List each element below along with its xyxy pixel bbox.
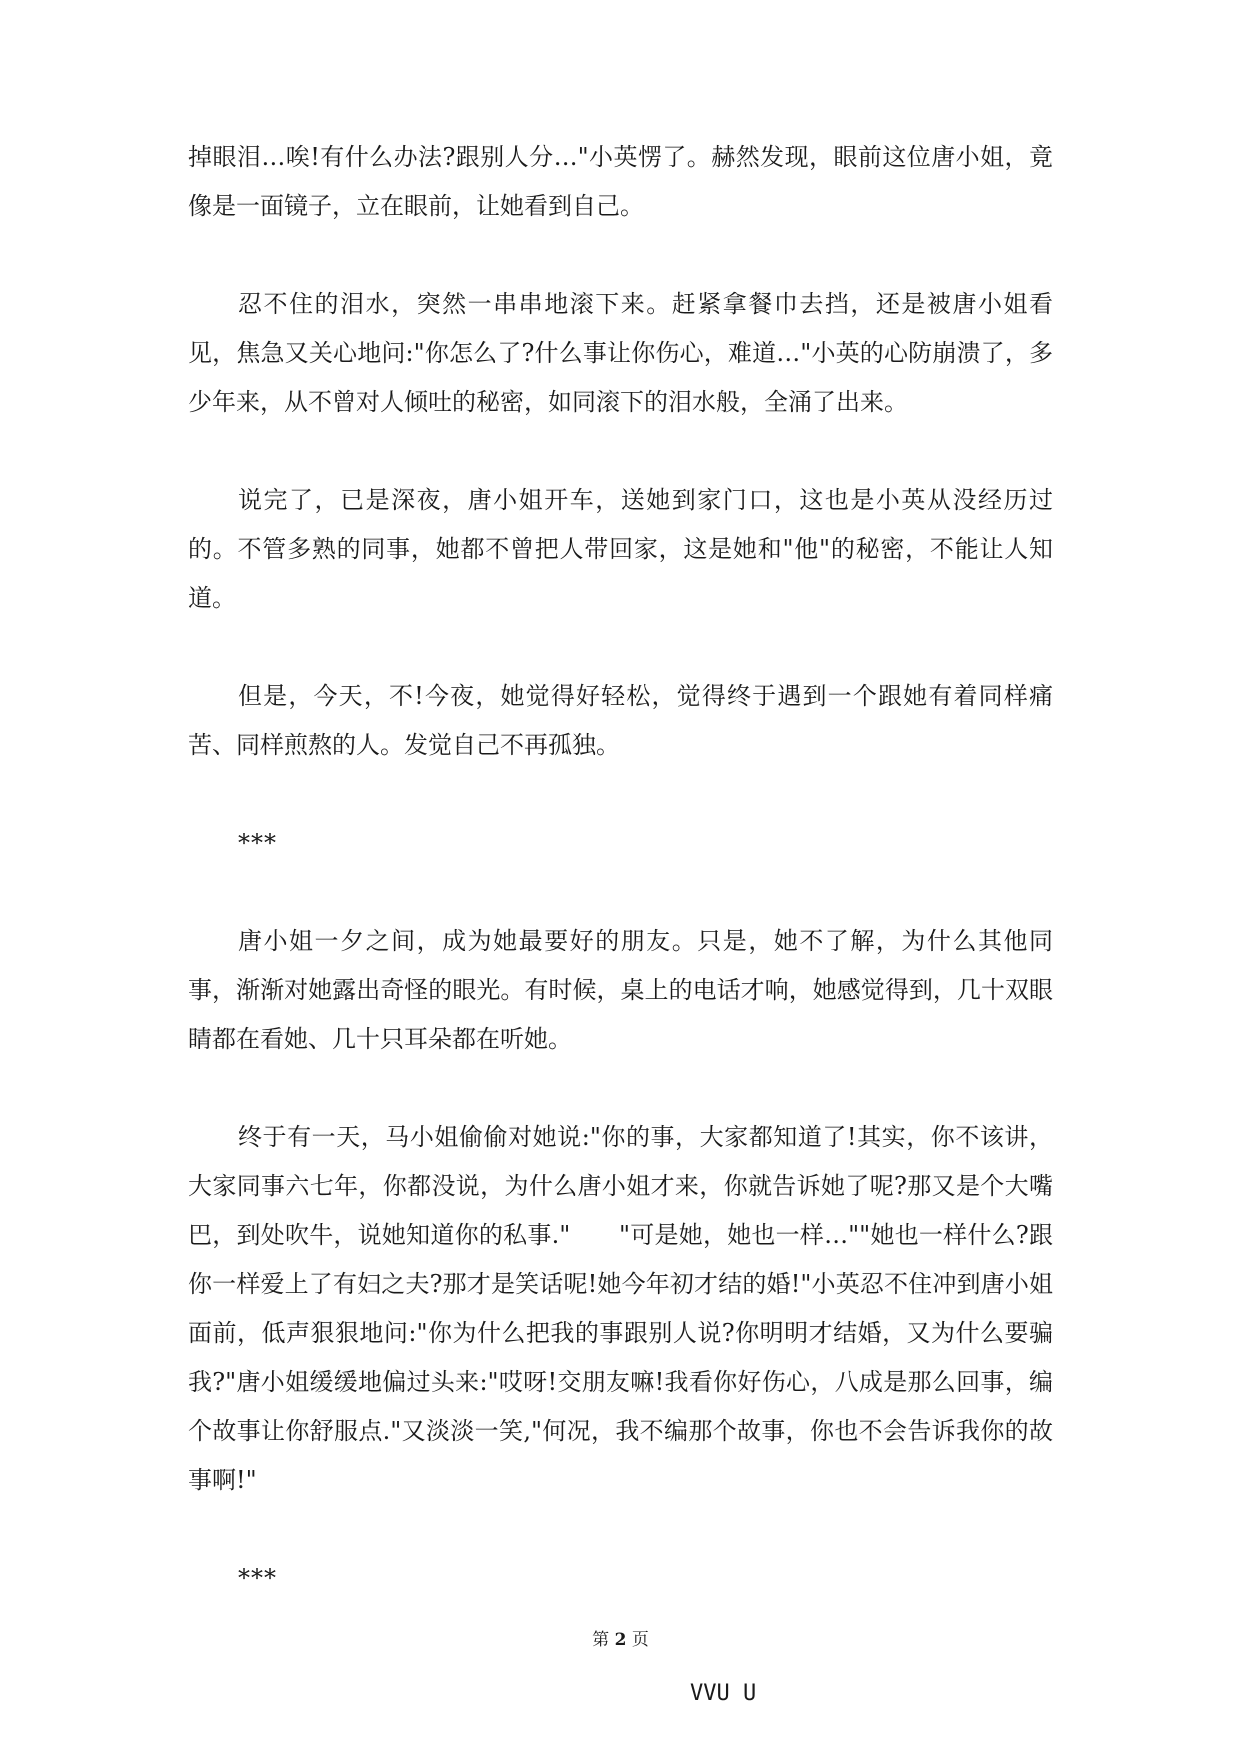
footer-mark: VVU U: [690, 1681, 757, 1706]
paragraph-gap: [188, 1064, 1053, 1113]
section-separator: ***: [238, 829, 277, 857]
paragraph-3: 说完了，已是深夜，唐小姐开车，送她到家门口，这也是小英从没经历过的。不管多熟的同事，她都不曾把人带回家，这是她和"他"的秘密，不能让人知道。: [188, 486, 1053, 612]
document-body: [188, 133, 1053, 1603]
paragraph-gap: [188, 427, 1053, 476]
paragraph-gap: [188, 868, 1053, 917]
section-separator: ***: [238, 1564, 277, 1592]
page-prefix: 第: [592, 1630, 610, 1650]
paragraph-6: 终于有一天，马小姐偷偷对她说:"你的事，大家都知道了!其实，你不该讲，大家同事六七年，你都没说，为什么唐小姐才来，你就告诉她了呢?那又是个大嘴巴，到处吹牛，说她知道你的私事." "可是她，她也一样…""她也一样什么?跟你一样爱上了有妇之夫?那才是笑话呢!她今年初才结的婚!"小英忍不住冲到唐小姐面前，低声狠狠地问:"你为什么把我的事跟别人说?你明明才结婚，又为什么要骗我?"唐小姐缓缓地偏过头来:"哎呀!交朋友嘛!我看你好伤心，八成是那么回事，编个故事让你舒服点."又淡淡一笑,"何况，我不编那个故事，你也不会告诉我你的故事啊!": [188, 1123, 1053, 1494]
paragraph-gap: [188, 1505, 1053, 1554]
paragraph-4: 但是，今天，不!今夜，她觉得好轻松，觉得终于遇到一个跟她有着同样痛苦、同样煎熬的人。发觉自己不再孤独。: [188, 682, 1053, 759]
page-number-value: 2: [614, 1630, 627, 1650]
paragraph-5: 唐小姐一夕之间，成为她最要好的朋友。只是，她不了解，为什么其他同事，渐渐对她露出奇怪的眼光。有时候，桌上的电话才响，她感觉得到，几十双眼睛都在看她、几十只耳朵都在听她。: [188, 927, 1053, 1053]
paragraph-2: 忍不住的泪水，突然一串串地滚下来。赶紧拿餐巾去挡，还是被唐小姐看见，焦急又关心地问:"你怎么了?什么事让你伤心，难道…"小英的心防崩溃了，多少年来，从不曾对人倾吐的秘密，如同滚下的泪水般，全涌了出来。: [188, 290, 1053, 416]
paragraph-gap: [188, 623, 1053, 672]
page-number: [0, 1628, 1241, 1652]
page-suffix: 页: [631, 1630, 649, 1650]
paragraph-gap: [188, 231, 1053, 280]
paragraph-1: 掉眼泪…唉!有什么办法?跟别人分…"小英愣了。赫然发现，眼前这位唐小姐，竟像是一面镜子，立在眼前，让她看到自己。: [188, 143, 1053, 220]
paragraph-gap: [188, 770, 1053, 819]
